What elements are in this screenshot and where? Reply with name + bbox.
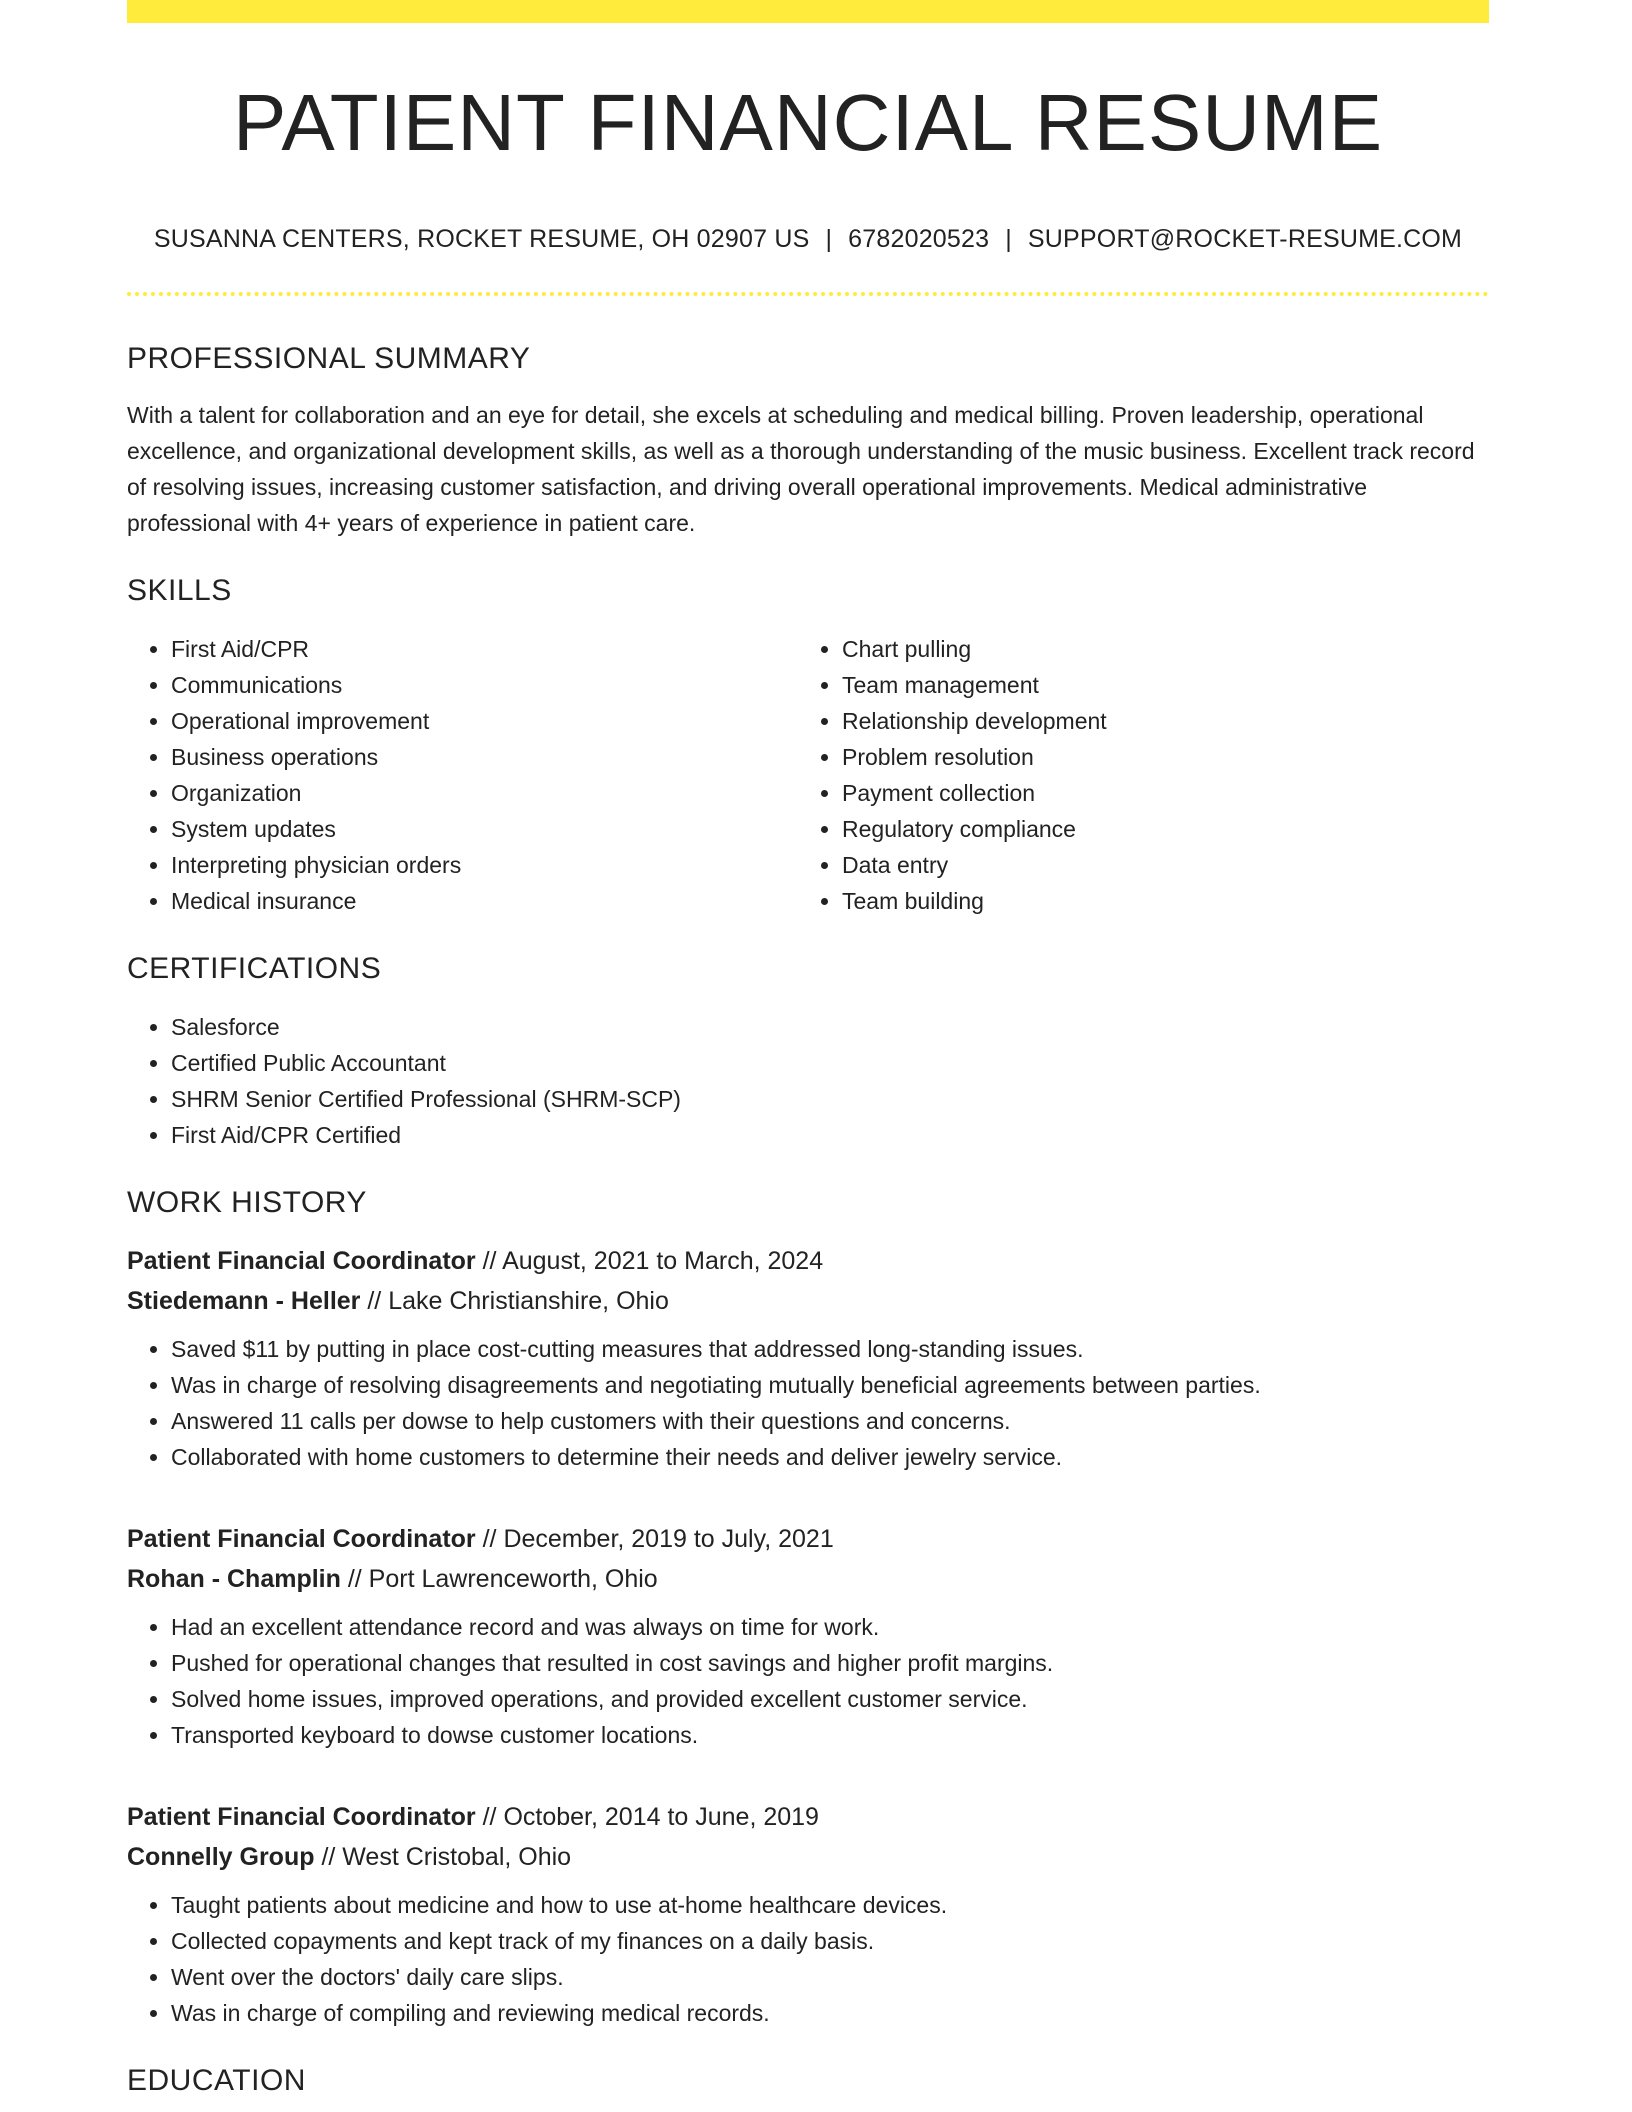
resume-page bbox=[127, 0, 1489, 2099]
skill-item: • Business operations bbox=[171, 739, 798, 775]
contact-address: SUSANNA CENTERS, ROCKET RESUME, OH 02907 US bbox=[153, 225, 810, 253]
job-bullets bbox=[127, 1609, 1489, 1753]
contact-phone[interactable]: 6782020523 bbox=[848, 225, 990, 253]
job-bullets bbox=[127, 1887, 1489, 2031]
job-title: Patient Financial Coordinator bbox=[127, 1247, 476, 1275]
job-title: Patient Financial Coordinator bbox=[127, 1803, 476, 1831]
job-bullet: • Saved $11 by putting in place cost-cutting measures that addressed long-standing issues. bbox=[171, 1331, 1489, 1367]
resume-title: PATIENT FINANCIAL RESUME bbox=[232, 78, 1384, 167]
job-entry bbox=[127, 1797, 1489, 2031]
skill-item: • Interpreting physician orders bbox=[171, 847, 798, 883]
skill-item: • Organization bbox=[171, 775, 798, 811]
job-bullet: • Pushed for operational changes that resulted in cost savings and higher profit margins. bbox=[171, 1645, 1489, 1681]
certifications-list bbox=[127, 1009, 1489, 1153]
skill-item: • Problem resolution bbox=[842, 739, 1469, 775]
job-bullet: • Transported keyboard to dowse customer locations. bbox=[171, 1717, 1489, 1753]
job-location: // Lake Christianshire, Ohio bbox=[367, 1287, 669, 1315]
skill-item: • Payment collection bbox=[842, 775, 1469, 811]
skill-item: • First Aid/CPR bbox=[171, 631, 798, 667]
job-bullet: • Was in charge of resolving disagreements and negotiating mutually beneficial agreements between parties. bbox=[171, 1367, 1489, 1403]
job-company-line bbox=[127, 1281, 1489, 1321]
job-dates: // December, 2019 to July, 2021 bbox=[482, 1525, 834, 1553]
skill-item: • Chart pulling bbox=[842, 631, 1469, 667]
certification-item: • Certified Public Accountant bbox=[171, 1045, 1489, 1081]
skill-item: • Data entry bbox=[842, 847, 1469, 883]
job-bullet: • Answered 11 calls per dowse to help customers with their questions and concerns. bbox=[171, 1403, 1489, 1439]
job-company-line bbox=[127, 1837, 1489, 1877]
contact-separator: | bbox=[1005, 225, 1012, 253]
job-bullets bbox=[127, 1331, 1489, 1475]
job-bullet: • Went over the doctors' daily care slips. bbox=[171, 1959, 1489, 1995]
contact-separator: | bbox=[825, 225, 833, 253]
skill-item: • Relationship development bbox=[842, 703, 1469, 739]
contact-line bbox=[127, 225, 1489, 254]
skills-column-right bbox=[798, 631, 1469, 919]
skills-columns bbox=[127, 631, 1489, 919]
skill-item: • Regulatory compliance bbox=[842, 811, 1469, 847]
job-bullet: • Taught patients about medicine and how to use at-home healthcare devices. bbox=[171, 1887, 1489, 1923]
job-dates: // August, 2021 to March, 2024 bbox=[482, 1247, 824, 1275]
work-history-heading: WORK HISTORY bbox=[127, 1186, 367, 1219]
job-company: Rohan - Champlin bbox=[127, 1565, 341, 1593]
job-bullet: • Was in charge of compiling and reviewing medical records. bbox=[171, 1995, 1489, 2031]
job-dates: // October, 2014 to June, 2019 bbox=[482, 1803, 819, 1831]
job-bullet: • Collected copayments and kept track of my finances on a daily basis. bbox=[171, 1923, 1489, 1959]
certifications-heading: CERTIFICATIONS bbox=[127, 952, 382, 985]
skill-item: • Team building bbox=[842, 883, 1469, 919]
job-bullet: • Solved home issues, improved operations, and provided excellent customer service. bbox=[171, 1681, 1489, 1717]
skill-item: • Medical insurance bbox=[171, 883, 798, 919]
job-entry bbox=[127, 1241, 1489, 1475]
education-heading: EDUCATION bbox=[127, 2064, 306, 2097]
job-title: Patient Financial Coordinator bbox=[127, 1525, 476, 1553]
skill-item: • Team management bbox=[842, 667, 1469, 703]
skills-list-left bbox=[127, 631, 798, 919]
skills-heading: SKILLS bbox=[127, 574, 232, 607]
skills-list-right bbox=[798, 631, 1469, 919]
job-entry bbox=[127, 1519, 1489, 1753]
top-accent-bar bbox=[127, 0, 1489, 23]
skill-item: • Operational improvement bbox=[171, 703, 798, 739]
skill-item: • Communications bbox=[171, 667, 798, 703]
job-title-line bbox=[127, 1241, 1489, 1281]
job-location: // West Cristobal, Ohio bbox=[321, 1843, 572, 1871]
job-company: Connelly Group bbox=[127, 1843, 315, 1871]
certification-item: • First Aid/CPR Certified bbox=[171, 1117, 1489, 1153]
job-bullet: • Collaborated with home customers to determine their needs and deliver jewelry service. bbox=[171, 1439, 1489, 1475]
job-bullet: • Had an excellent attendance record and was always on time for work. bbox=[171, 1609, 1489, 1645]
job-title-line bbox=[127, 1519, 1489, 1559]
skills-column-left bbox=[127, 631, 798, 919]
certification-item: • Salesforce bbox=[171, 1009, 1489, 1045]
job-title-line bbox=[127, 1797, 1489, 1837]
summary-heading: PROFESSIONAL SUMMARY bbox=[127, 342, 531, 375]
skill-item: • System updates bbox=[171, 811, 798, 847]
job-company: Stiedemann - Heller bbox=[127, 1287, 361, 1315]
job-location: // Port Lawrenceworth, Ohio bbox=[347, 1565, 658, 1593]
certification-item: • SHRM Senior Certified Professional (SHRM-SCP) bbox=[171, 1081, 1489, 1117]
summary-text: With a talent for collaboration and an eye for detail, she excels at scheduling and medical billing. Proven leadership, operational excellence, and organizational development skills, as well as a thorough understanding of the music business. Excellent track record of resolving issues, increasing customer satisfaction, and driving overall operational improvements. Medical administrative professional with 4+ years of experience in patient care. bbox=[127, 402, 1475, 536]
dotted-divider bbox=[127, 292, 1489, 296]
contact-email[interactable]: SUPPORT@ROCKET-RESUME.COM bbox=[1027, 225, 1463, 253]
job-company-line bbox=[127, 1559, 1489, 1599]
